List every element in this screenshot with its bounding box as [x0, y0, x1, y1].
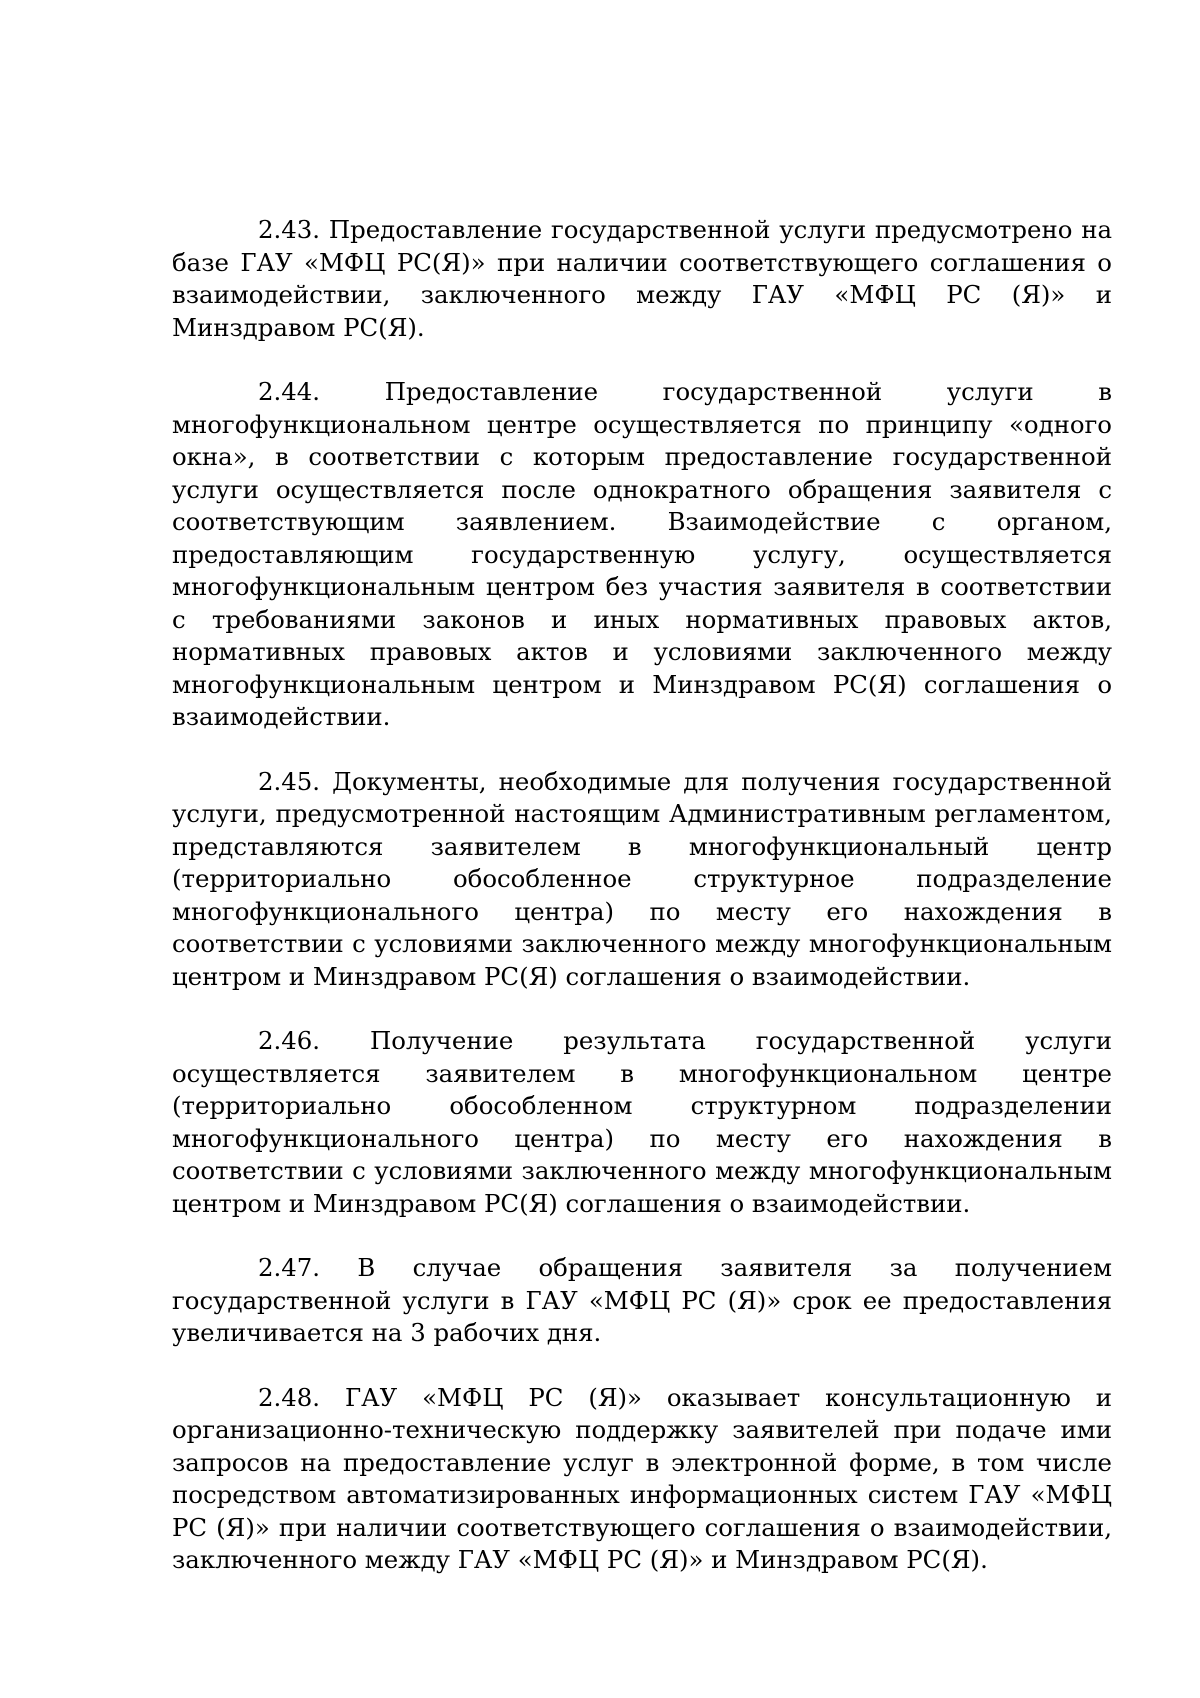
paragraph-2-44: 2.44. Предоставление государственной услуги в многофункциональном центре осуществляется по принципу «одного окна», в соответствии с которым предоставление государственной услуги осуществляется после однократного обращения заявителя с соответствующим заявлением. Взаимодействие с органом, предоставляющим государственную услугу, осуществляется многофункциональным центром без участия заявителя в соответствии с требованиями законов и иных нормативных правовых актов, нормативных правовых актов и условиями заключенного между многофункциональным центром и Минздравом РС(Я) соглашения о взаимодействии. — [172, 377, 1112, 731]
paragraph-2-48: 2.48. ГАУ «МФЦ РС (Я)» оказывает консультационную и организационно-техническую поддержку заявителей при подаче ими запросов на предоставление услуг в электронной форме, в том числе посредством автоматизированных информационных систем ГАУ «МФЦ РС (Я)» при наличии соответствующего соглашения о взаимодействии, заключенного между ГАУ «МФЦ РС (Я)» и Минздравом РС(Я). — [172, 1382, 1112, 1574]
paragraph-2-47: 2.47. В случае обращения заявителя за получением государственной услуги в ГАУ «МФЦ РС (Я)» срок ее предоставления увеличивается на 3 рабочих дня. — [172, 1253, 1112, 1347]
paragraph-2-45: 2.45. Документы, необходимые для получения государственной услуги, предусмотренной настоящим Административным регламентом, представляются заявителем в многофункциональный центр (территориально обособленное структурное подразделение многофункционального центра) по месту его нахождения в соответствии с условиями заключенного между многофункциональным центром и Минздравом РС(Я) соглашения о взаимодействии. — [172, 766, 1112, 991]
paragraph-2-43: 2.43. Предоставление государственной услуги предусмотрено на базе ГАУ «МФЦ РС(Я)» при наличии соответствующего соглашения о взаимодействии, заключенного между ГАУ «МФЦ РС (Я)» и Минздравом РС(Я). — [172, 215, 1112, 342]
paragraph-2-46: 2.46. Получение результата государственной услуги осуществляется заявителем в многофункциональном центре (территориально обособленном структурном подразделении многофункционального центра) по месту его нахождения в соответствии с условиями заключенного между многофункциональным центром и Минздравом РС(Я) соглашения о взаимодействии. — [172, 1026, 1112, 1218]
